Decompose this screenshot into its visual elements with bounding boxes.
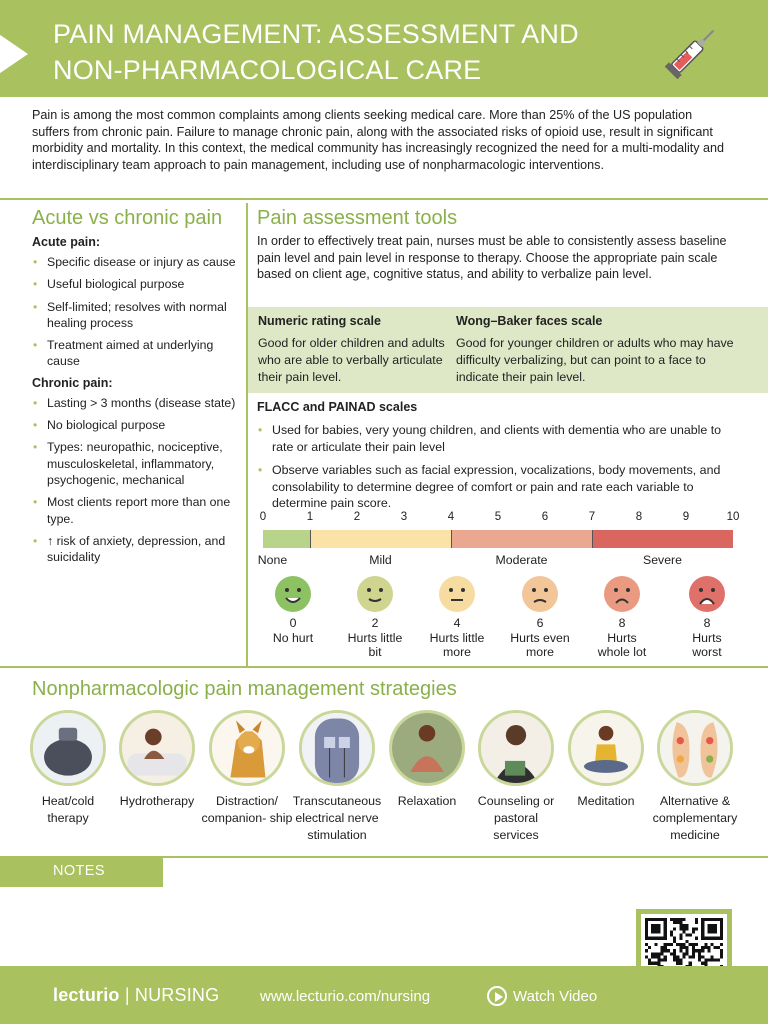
- scale-bar-moderate: [451, 530, 592, 548]
- pain-face-icon: [689, 576, 725, 612]
- scale-tick-label: 3: [400, 511, 408, 523]
- pain-face-icon: [275, 576, 311, 612]
- list-item: • Self-limited; resolves with normal healing process: [32, 299, 237, 332]
- dog-icon: [209, 710, 285, 786]
- scale-category-label: Severe: [643, 553, 682, 567]
- pain-face-icon: [357, 576, 393, 612]
- list-item: • Most clients report more than one type.: [32, 494, 237, 527]
- pain-face-label: [248, 616, 338, 645]
- pain-face-label: [412, 616, 502, 660]
- wong-baker-title: Wong–Baker faces scale: [456, 314, 603, 328]
- notes-label: NOTES: [0, 856, 163, 887]
- syringe-icon: [660, 18, 726, 84]
- scale-bar-severe: [592, 530, 733, 548]
- play-icon[interactable]: [487, 986, 507, 1006]
- pain-face-value: 6: [536, 616, 544, 630]
- scale-category-label: Mild: [369, 553, 392, 567]
- column-divider: [246, 203, 248, 666]
- pain-face-text: Hurts whole lot: [597, 630, 647, 659]
- footer: [0, 966, 768, 1024]
- pain-face-value: 4: [453, 616, 461, 630]
- counselor-icon: [478, 710, 554, 786]
- intro-paragraph: Pain is among the most common complaints among clients seeking medical care. More than 25% of the US population suffers from chronic pain. Failure to manage chronic pain, along with the associated risks of opioid use, result in significant morbidity and mortality. In this context, the medical community has increasingly recognized the need for a multi-modality and interdisciplinary team approach to pain management, including use of nonpharmacologic interventions.: [32, 108, 725, 172]
- section-title-nonpharm: Nonpharmacologic pain management strategies: [32, 678, 457, 700]
- divider: [0, 666, 768, 668]
- pain-face-value: 0: [289, 616, 297, 630]
- pain-face-label: [577, 616, 667, 660]
- list-item: • Observe variables such as facial expression, vocalizations, body movements, and consolability to determine degree of comfort or pain and rate each variable to determine pain score.: [257, 462, 737, 512]
- pain-face-icon: [604, 576, 640, 612]
- strategy-label: Alternative & complementary medicine: [652, 794, 738, 842]
- pain-face-text: No hurt: [272, 630, 314, 645]
- list-item: • Useful biological purpose: [32, 276, 237, 292]
- scale-tick-label: 0: [259, 511, 267, 523]
- pain-face-value: 8: [618, 616, 626, 630]
- numeric-scale: [258, 313, 448, 386]
- strategy-label: Transcutaneous electrical nerve stimulation: [292, 794, 382, 842]
- scale-bar-mild: [310, 530, 451, 548]
- divider: [0, 198, 768, 200]
- bath-icon: [119, 710, 195, 786]
- pain-face-text: Hurts little bit: [347, 630, 403, 659]
- chronic-list: [32, 395, 237, 566]
- list-item: • Lasting > 3 months (disease state): [32, 395, 237, 411]
- strategy-label: Counseling or pastoral services: [477, 794, 555, 842]
- strategy-label: Distraction/ companion- ship: [201, 794, 293, 825]
- scale-tick-label: 10: [726, 511, 740, 523]
- strategy-label: Hydrotherapy: [119, 794, 195, 808]
- page-title: PAIN MANAGEMENT: ASSESSMENT AND NON-PHARMACOLOGICAL CARE: [53, 19, 579, 85]
- wong-baker-text: Good for younger children or adults who may have difficulty verbalizing, but can point to a face to indicate their pain level.: [456, 336, 734, 384]
- section-title-assessment: Pain assessment tools: [257, 207, 458, 229]
- list-item: • ↑ risk of anxiety, depression, and suicidality: [32, 533, 237, 566]
- pain-face-text: Hurts even more: [510, 630, 570, 659]
- wong-baker-scale: [456, 313, 746, 386]
- scale-tick-label: 4: [447, 511, 455, 523]
- flacc-list: [257, 422, 737, 512]
- scale-category-label: None: [257, 553, 288, 567]
- strategy-label: Meditation: [577, 794, 635, 808]
- footer-url-link[interactable]: www.lecturio.com/nursing: [260, 988, 431, 1005]
- header-banner: [0, 0, 768, 97]
- list-item: • Specific disease or injury as cause: [32, 254, 237, 270]
- numeric-scale-text: Good for older children and adults who are able to verbally articulate their pain level.: [258, 336, 445, 384]
- tens-electrodes-icon: [299, 710, 375, 786]
- list-item: • Used for babies, very young children, and clients with dementia who are unable to rate or articulate their pain level: [257, 422, 737, 455]
- numeric-scale-title: Numeric rating scale: [258, 314, 381, 328]
- scale-tick-label: 8: [635, 511, 643, 523]
- pain-face-icon: [439, 576, 475, 612]
- watch-video-link[interactable]: Watch Video: [513, 988, 598, 1005]
- strategy-label: Relaxation: [397, 794, 457, 808]
- scale-numbers: [0, 511, 768, 527]
- scale-category-label: Moderate: [495, 553, 548, 567]
- pain-face-text: Hurts little more: [429, 630, 485, 659]
- assessment-section: [257, 208, 737, 283]
- meditation-icon: [568, 710, 644, 786]
- scale-tick-label: 2: [353, 511, 361, 523]
- ice-pack-icon: [30, 710, 106, 786]
- pain-face-label: [495, 616, 585, 660]
- strategy-label: Heat/cold therapy: [41, 794, 95, 825]
- scale-tick-label: 7: [588, 511, 596, 523]
- scale-bar-none: [263, 530, 310, 548]
- scale-tick-label: 1: [306, 511, 314, 523]
- footer-logo[interactable]: lecturio | NURSING: [53, 985, 220, 1005]
- scale-tick-label: 9: [682, 511, 690, 523]
- pain-face-value: 2: [371, 616, 379, 630]
- pain-face-label: [662, 616, 752, 660]
- reflexology-feet-icon: [657, 710, 733, 786]
- flacc-title: FLACC and PAINAD scales: [257, 400, 418, 414]
- pain-face-text: Hurts worst: [692, 630, 722, 659]
- chevron-decoration: [0, 17, 28, 91]
- pain-face-icon: [522, 576, 558, 612]
- list-item: • Treatment aimed at underlying cause: [32, 337, 237, 370]
- assessment-text: In order to effectively treat pain, nurses must be able to consistently assess baseline pain level and pain level in response to therapy. Choose the appropriate pain scale based on client age, cognitive status, and ability to verbalize pain level.: [257, 234, 727, 282]
- acute-label: Acute pain:: [32, 235, 101, 249]
- scale-tick-label: 5: [494, 511, 502, 523]
- chronic-label: Chronic pain:: [32, 375, 113, 390]
- section-title-acute-chronic: Acute vs chronic pain: [32, 207, 223, 229]
- flacc-section: [257, 398, 737, 519]
- acute-list: [32, 254, 237, 370]
- relaxing-person-icon: [389, 710, 465, 786]
- scale-tick-label: 6: [541, 511, 549, 523]
- list-item: • Types: neuropathic, nociceptive, musculoskeletal, inflammatory, psychogenic, mechanical: [32, 439, 237, 488]
- scales-panel: [248, 307, 768, 393]
- pain-face-label: [330, 616, 420, 660]
- list-item: • No biological purpose: [32, 417, 237, 433]
- pain-face-value: 8: [703, 616, 711, 630]
